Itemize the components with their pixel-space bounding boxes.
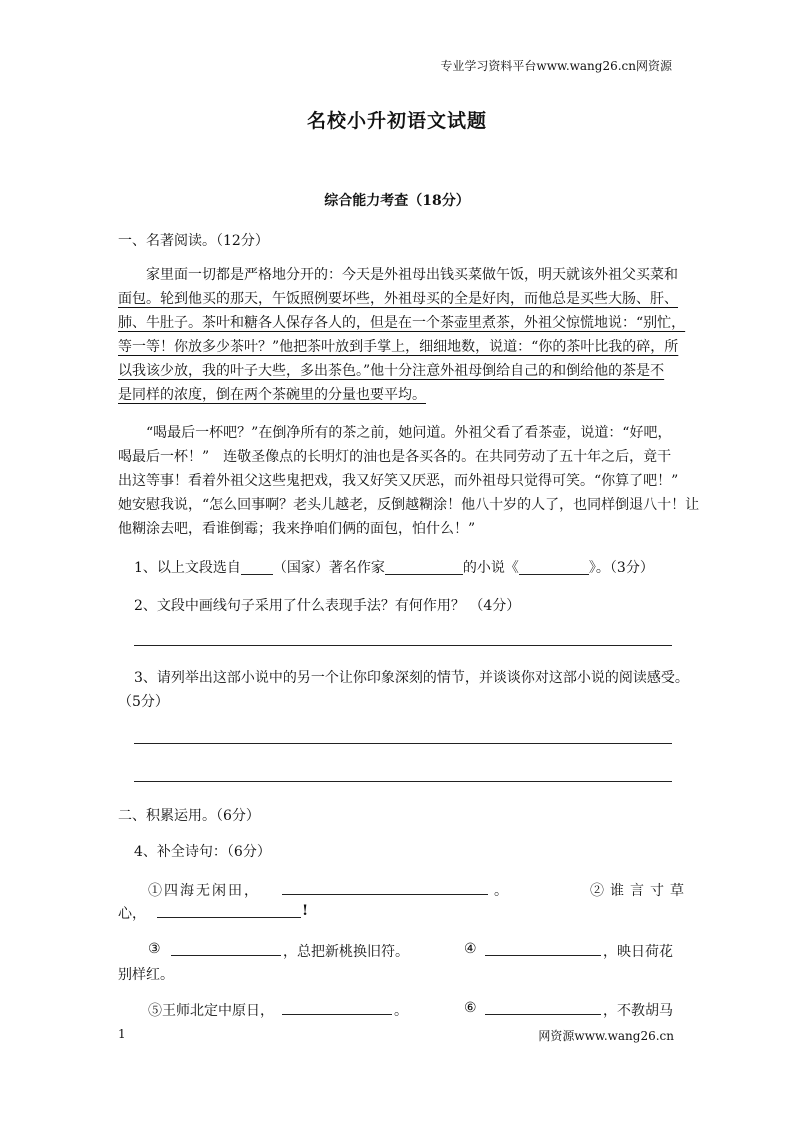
paragraph-line: 以我该少放，我的叶子大些，多出茶色。”他十分注意外祖母倒给自己的和倒给他的茶是不 xyxy=(118,363,665,379)
paragraph-line: 家里面一切都是严格地分开的：今天是外祖母出钱买菜做午饭，明天就该外祖父买菜和 xyxy=(146,267,678,283)
question-3-line2: （5分） xyxy=(118,694,169,710)
poem-3-end: ，总把新桃换旧符。 xyxy=(283,944,409,960)
paragraph-line: 是同样的浓度，倒在两个茶碗里的分量也要平均。 xyxy=(118,387,426,403)
q1-blank-author[interactable] xyxy=(385,560,463,575)
q1-text-d: 》。（3分） xyxy=(588,560,654,576)
question-2: 2、文段中画线句子采用了什么表现手法？有何作用？ （4分） xyxy=(134,598,521,614)
poem-2-end: ! xyxy=(302,903,309,919)
poem-1-end: 。 xyxy=(494,883,508,899)
page-number: 1 xyxy=(118,1027,126,1041)
reading-paragraph-1 xyxy=(118,263,686,407)
page-title: 名校小升初语文试题 xyxy=(306,110,487,132)
section2-heading: 二、积累运用。（6分） xyxy=(118,808,260,824)
paragraph-line: 她安慰我说，“怎么回事啊？老头儿越老，反倒越糊涂！他八十岁的人了，也同样倒退八十！让 xyxy=(118,497,700,513)
header-site-text: 专业学习资料平台www.wang26.cn网资源 xyxy=(440,59,672,73)
poem-4-blank[interactable] xyxy=(485,941,601,956)
poem-6-end: ，不教胡马 xyxy=(603,1003,673,1019)
poem-2-cont: 心， xyxy=(118,906,146,922)
poem-4-cont: 别样红。 xyxy=(118,967,174,983)
question-1 xyxy=(134,557,654,577)
paragraph-line: “喝最后一杯吧？”在倒净所有的茶之前，她问道。外祖父看了看茶壶，说道：“好吧， xyxy=(146,425,672,441)
paragraph-line: 面包。轮到他买的那天，午饭照例要坏些，外祖母买的全是好肉，而他总是买些大肠、肝、 xyxy=(118,291,678,307)
paragraph-line: 等一等！你放多少茶叶？”他把茶叶放到手掌上，细细地数，说道：“你的茶叶比我的碎，所 xyxy=(118,339,679,355)
question-4: 4、补全诗句：（6分） xyxy=(134,844,271,860)
q1-text-c: 的小说《 xyxy=(462,560,519,576)
section1-heading: 一、名著阅读。（12分） xyxy=(118,233,269,249)
paragraph-line: 他糊涂去吧，看谁倒霉；我来挣咱们俩的面包，怕什么！” xyxy=(118,521,476,537)
poem-3-blank[interactable] xyxy=(171,941,281,956)
poem-4-end: ，映日荷花 xyxy=(603,944,673,960)
q1-blank-novel[interactable] xyxy=(519,560,589,575)
poem-5-text: ⑤王师北定中原日， xyxy=(148,1003,274,1019)
poem-6-blank[interactable] xyxy=(485,1000,601,1015)
poem-3-num: ③ xyxy=(148,941,161,957)
answer-line-q3-1[interactable] xyxy=(134,743,672,744)
poem-1 xyxy=(148,880,260,900)
paragraph-line: 出这等事！看着外祖父这些鬼把戏，我又好笑又厌恶，而外祖母只觉得可笑。“你算了吧！” xyxy=(118,473,679,489)
q1-text-a: 1、以上文段选自 xyxy=(134,560,241,576)
poem-1-blank[interactable] xyxy=(282,880,488,895)
q1-text-b: （国家）著名作家 xyxy=(272,560,385,576)
section-subtitle: 综合能力考查（18分） xyxy=(324,193,470,209)
reading-paragraph-2 xyxy=(118,421,700,541)
answer-line-q2[interactable] xyxy=(134,645,672,646)
poem-2-text: ②谁言寸草 xyxy=(590,883,690,899)
poem-5-blank[interactable] xyxy=(282,1000,392,1015)
paragraph-line: 喝最后一杯！” 连敬圣像点的长明灯的油也是各买各的。在共同劳动了五十年之后，竟干 xyxy=(118,449,672,465)
question-3-line1: 3、请列举出这部小说中的另一个让你印象深刻的情节，并谈谈你对这部小说的阅读感受。 xyxy=(134,670,689,686)
poem-6-num: ⑥ xyxy=(464,1000,477,1016)
footer-site-text: 网资源www.wang26.cn xyxy=(538,1029,674,1043)
poem-2-blank[interactable] xyxy=(157,903,301,918)
answer-line-q3-2[interactable] xyxy=(134,781,672,782)
poem-4-num: ④ xyxy=(464,941,477,957)
paragraph-line: 肺、牛肚子。茶叶和糖各人保存各人的，但是在一个茶壶里煮茶，外祖父惊慌地说：“别忙， xyxy=(118,315,686,331)
poem-1-text: ①四海无闲田， xyxy=(148,883,260,899)
q1-blank-country[interactable] xyxy=(241,560,273,575)
poem-5-end: 。 xyxy=(394,1003,408,1019)
